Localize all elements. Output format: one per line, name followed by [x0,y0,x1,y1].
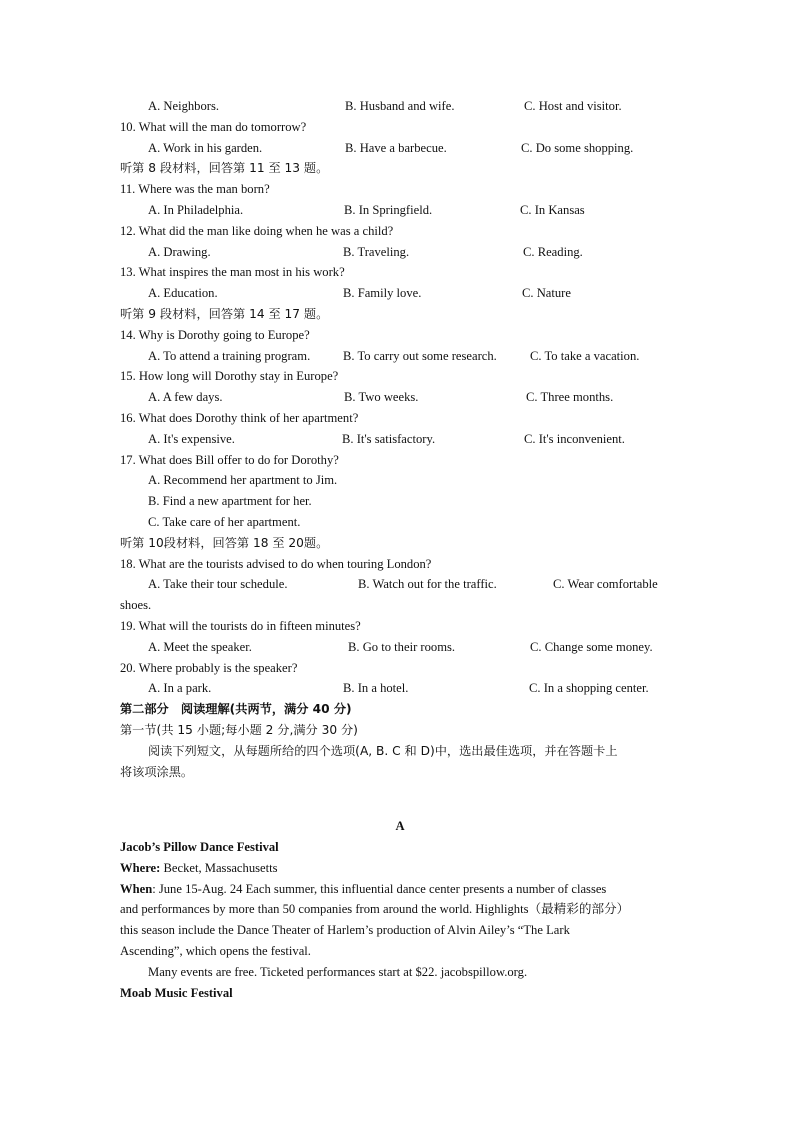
q19-option-a: A. Meet the speaker. [148,639,252,654]
q18-option-c: C. Wear comfortable [553,577,658,592]
q10-options [120,138,680,159]
q14-options [120,346,680,367]
q12-option-c: C. Reading. [523,244,583,259]
section-9-heading: 听第 9 段材料，回答第 14 至 17 题。 [120,306,329,321]
q10-question: 10. What will the man do tomorrow? [120,119,307,134]
exam-page [120,96,680,1003]
q18-option-c-continued: shoes. [120,598,152,613]
passage-letter: A [395,819,405,834]
q11-option-a: A. In Philadelphia. [148,202,244,217]
when-text-1: : June 15-Aug. 24 Each summer, this influential dance center presents a number of classes [152,881,607,896]
q16-question: 16. What does Dorothy think of her apartment? [120,410,359,425]
q11-option-c: C. In Kansas [520,202,585,217]
q16-options [120,429,680,450]
q14-option-b: B. To carry out some research. [343,348,497,363]
q18-options [120,574,680,595]
q14-question: 14. Why is Dorothy going to Europe? [120,327,310,342]
q20-options [120,678,680,699]
passage-title-1: Jacob’s Pillow Dance Festival [120,840,279,855]
q13-option-b: B. Family love. [343,286,422,301]
section-8-heading: 听第 8 段材料，回答第 11 至 13 题。 [120,161,329,176]
q13-question: 13. What inspires the man most in his work? [120,265,345,280]
q10-option-b: B. Have a barbecue. [345,140,447,155]
passage-events: Many events are free. Ticketed performances start at $22. jacobspillow.org. [148,964,528,979]
q17-option-b: B. Find a new apartment for her. [148,494,312,509]
q15-option-b: B. Two weeks. [344,390,419,405]
q12-option-b: B. Traveling. [343,244,410,259]
q12-options [120,242,680,263]
where-label: Where: [120,860,161,875]
part2-instructions-line1: 阅读下列短文，从每题所给的四个选项(A, B. C 和 D)中，选出最佳选项，并在答题卡上 [148,743,618,758]
q11-options [120,200,680,221]
q17-option-a: A. Recommend her apartment to Jim. [148,473,338,488]
q19-option-c: C. Change some money. [530,639,653,654]
q12-option-a: A. Drawing. [148,244,211,259]
q14-option-a: A. To attend a training program. [148,348,311,363]
when-label: When [120,881,153,896]
q19-question: 19. What will the tourists do in fifteen minutes? [120,618,361,633]
q18-option-a: A. Take their tour schedule. [148,577,288,592]
passage-where [120,858,680,879]
q10-option-c: C. Do some shopping. [521,140,634,155]
q17-option-c: C. Take care of her apartment. [148,514,301,529]
part2-title: 第二部分 阅读理解(共两节，满分 40 分) [120,702,352,717]
q20-option-c: C. In a shopping center. [529,681,649,696]
where-value: Becket, Massachusetts [160,860,278,875]
q15-option-a: A. A few days. [148,390,223,405]
spacer [120,782,680,816]
passage-when-line3: this season include the Dance Theater of Harlem’s production of Alvin Ailey’s “The Lark [120,923,570,938]
passage-title-2: Moab Music Festival [120,985,233,1000]
q12-question: 12. What did the man like doing when he was a child? [120,223,394,238]
q10-option-a: A. Work in his garden. [148,140,263,155]
q13-option-c: C. Nature [522,286,571,301]
q9-option-a: A. Neighbors. [148,99,220,113]
q16-option-b: B. It's satisfactory. [342,431,436,446]
q11-question: 11. Where was the man born? [120,182,270,197]
q20-option-b: B. In a hotel. [343,681,409,696]
part2-section1: 第一节(共 15 小题;每小题 2 分,满分 30 分) [120,722,358,737]
q16-option-a: A. It's expensive. [148,431,235,446]
q17-question: 17. What does Bill offer to do for Dorothy? [120,452,339,467]
q13-options [120,283,680,304]
q9-options [120,96,680,117]
q11-option-b: B. In Springfield. [344,202,433,217]
q19-options [120,637,680,658]
passage-when-line4: Ascending”, which opens the festival. [120,944,311,959]
q15-option-c: C. Three months. [526,390,614,405]
q19-option-b: B. Go to their rooms. [348,639,456,654]
q14-option-c: C. To take a vacation. [530,348,640,363]
q9-option-c: C. Host and visitor. [524,99,622,113]
part2-instructions-line2: 将该项涂黑。 [120,764,194,779]
q15-question: 15. How long will Dorothy stay in Europe? [120,369,339,384]
q18-option-b: B. Watch out for the traffic. [358,577,497,592]
q9-option-b: B. Husband and wife. [345,99,455,113]
q13-option-a: A. Education. [148,286,218,301]
q20-question: 20. Where probably is the speaker? [120,660,298,675]
q15-options [120,387,680,408]
q20-option-a: A. In a park. [148,681,212,696]
passage-when-line1 [120,879,680,900]
q18-question: 18. What are the tourists advised to do when touring London? [120,556,432,571]
passage-when-line2: and performances by more than 50 companies from around the world. Highlights（最精彩的部分） [120,902,630,917]
section-10-heading: 听第 10段材料，回答第 18 至 20题。 [120,535,329,550]
q16-option-c: C. It's inconvenient. [524,431,625,446]
